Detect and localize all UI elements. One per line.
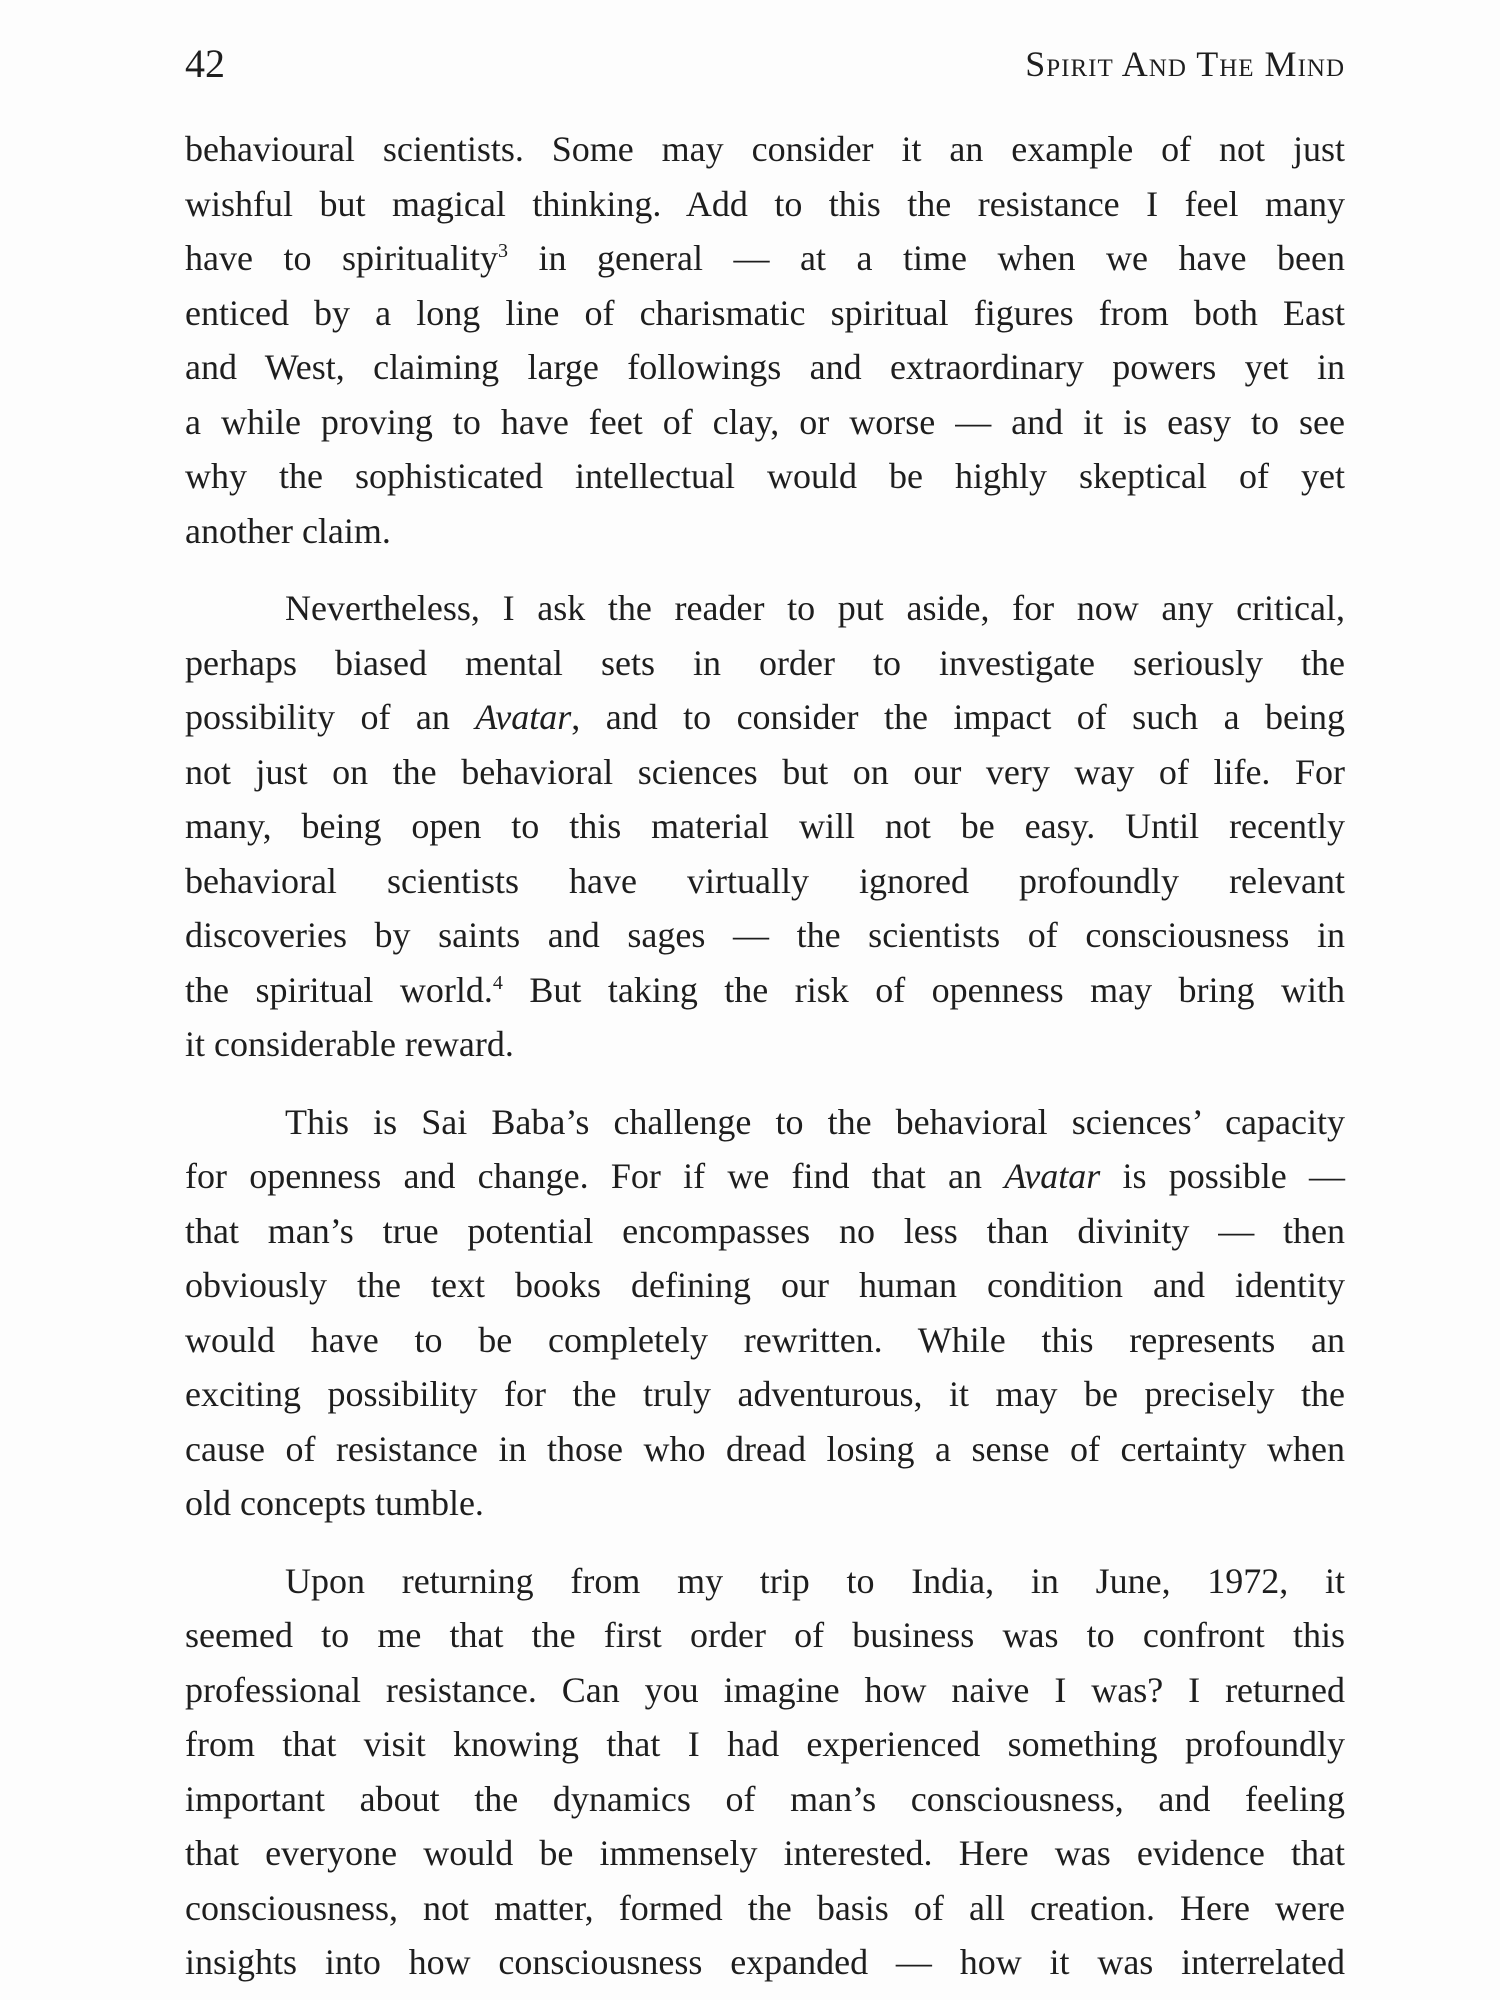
text-line: seemed to me that the first order of business was to confront this <box>185 1615 1345 1655</box>
text-line: why the sophisticated intellectual would be highly skeptical of yet <box>185 456 1345 496</box>
text-line: insights into how consciousness expanded — how it was interrelated <box>185 1942 1345 1982</box>
text-fragment: , and to consider the impact of such a being <box>571 697 1345 737</box>
text-line: it considerable reward. <box>185 1024 514 1064</box>
text-line: Nevertheless, I ask the reader to put aside, for now any critical, <box>285 588 1345 628</box>
text-line: wishful but magical thinking. Add to this the resistance I feel many <box>185 183 1345 224</box>
text-line: old concepts tumble. <box>185 1483 484 1523</box>
text-line: obviously the text books defining our human condition and identity <box>185 1265 1345 1305</box>
text-line: behavioral scientists have virtually ignored profoundly relevant <box>185 860 1345 901</box>
body-text <box>185 122 1345 1990</box>
text-line: professional resistance. Can you imagine how naive I was? I returned <box>185 1669 1345 1710</box>
text-fragment: the spiritual world. <box>185 969 493 1010</box>
text-fragment: is possible — <box>1100 1156 1345 1196</box>
text-fragment: possibility of an <box>185 697 476 737</box>
text-line: perhaps biased mental sets in order to investigate seriously the <box>185 642 1345 683</box>
text-line: consciousness, not matter, formed the basis of all creation. Here were <box>185 1887 1345 1928</box>
text-line: not just on the behavioral sciences but on our very way of life. For <box>185 751 1345 792</box>
text-line: behavioural scientists. Some may consider it an example of not just <box>185 129 1345 169</box>
text-line: that man’s true potential encompasses no less than divinity — then <box>185 1210 1345 1251</box>
text-fragment: have to spirituality <box>185 238 498 278</box>
text-fragment: But taking the risk of openness may bring with <box>502 969 1345 1010</box>
text-line <box>185 231 1345 286</box>
text-line: important about the dynamics of man’s consciousness, and feeling <box>185 1778 1345 1819</box>
running-head: Spirit And The Mind <box>1025 44 1345 84</box>
text-line: a while proving to have feet of clay, or worse — and it is easy to see <box>185 401 1345 442</box>
text-line: many, being open to this material will not be easy. Until recently <box>185 806 1345 846</box>
text-line: another claim. <box>185 510 391 551</box>
paragraph-3 <box>185 1095 1345 1531</box>
avatar-term: Avatar <box>1004 1156 1101 1196</box>
footnote-ref-3: 3 <box>498 240 508 262</box>
text-line: would have to be completely rewritten. While this represents an <box>185 1319 1345 1360</box>
text-line: exciting possibility for the truly adventurous, it may be precisely the <box>185 1374 1345 1414</box>
text-line: discoveries by saints and sages — the scientists of consciousness in <box>185 915 1345 955</box>
text-fragment: for openness and change. For if we find that an <box>185 1156 1005 1196</box>
paragraph-1 <box>185 122 1345 558</box>
text-line: from that visit knowing that I had experienced something profoundly <box>185 1724 1345 1764</box>
paragraph-2 <box>185 581 1345 1072</box>
text-line: Upon returning from my trip to India, in June, 1972, it <box>285 1560 1345 1601</box>
text-line <box>185 1149 1345 1204</box>
footnote-ref-4: 4 <box>492 971 503 994</box>
text-line: and West, claiming large followings and extraordinary powers yet in <box>185 347 1345 387</box>
text-line: This is Sai Baba’s challenge to the behavioral sciences’ capacity <box>285 1101 1345 1142</box>
avatar-term: Avatar <box>475 697 572 737</box>
text-line: enticed by a long line of charismatic spiritual figures from both East <box>185 292 1345 333</box>
text-line <box>185 963 1345 1018</box>
page-number: 42 <box>185 41 225 86</box>
text-line <box>185 690 1345 745</box>
text-fragment: in general — at a time when we have been <box>508 238 1345 278</box>
page-header <box>185 34 1345 94</box>
text-line: that everyone would be immensely interested. Here was evidence that <box>185 1833 1345 1873</box>
text-line: cause of resistance in those who dread losing a sense of certainty when <box>185 1428 1345 1469</box>
paragraph-4 <box>185 1554 1345 1990</box>
